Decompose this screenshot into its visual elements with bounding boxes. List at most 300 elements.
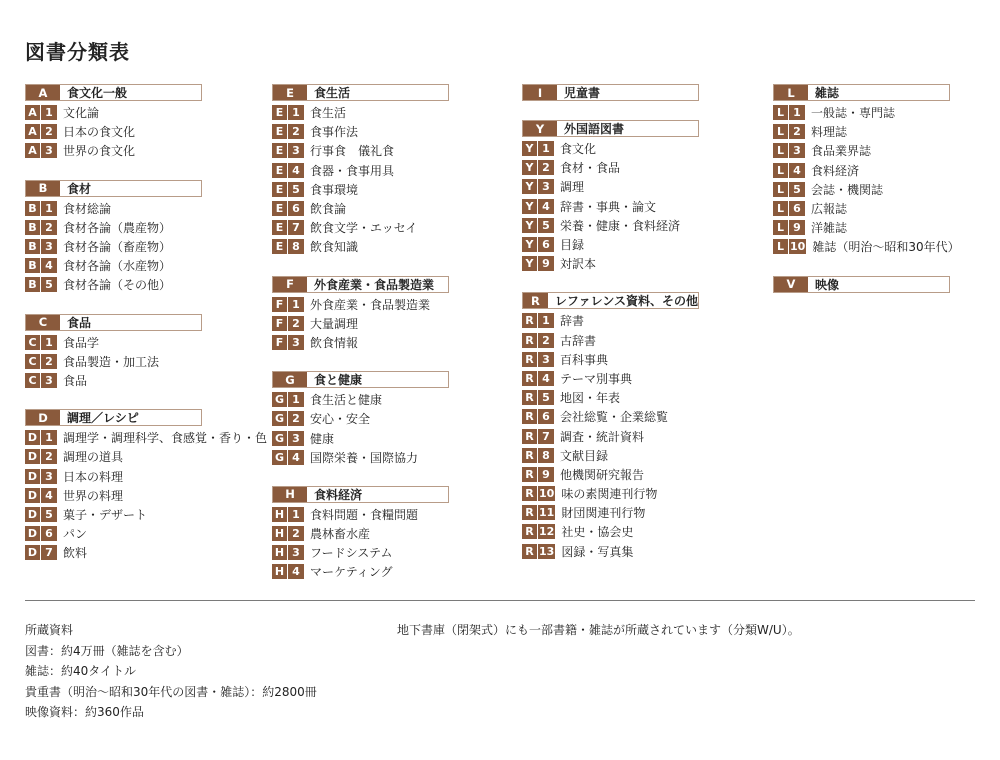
subcategory-item bbox=[272, 448, 449, 467]
category-group bbox=[25, 84, 267, 161]
subcategory-label: テーマ別事典 bbox=[560, 371, 633, 386]
class-letter: B bbox=[25, 277, 40, 292]
class-number: 3 bbox=[538, 179, 554, 194]
class-code-badge bbox=[25, 258, 57, 273]
class-number: 1 bbox=[538, 141, 554, 156]
category-label: 雑誌 bbox=[815, 86, 840, 100]
subcategory-label: マーケティング bbox=[310, 565, 393, 580]
subcategory-label: 飲食知識 bbox=[310, 240, 359, 255]
category-label: 食と健康 bbox=[314, 373, 363, 388]
category-code: Y bbox=[523, 121, 557, 136]
subcategory-label: 飲食論 bbox=[310, 202, 347, 217]
subcategory-label: 食材総論 bbox=[63, 201, 112, 216]
subcategory-item bbox=[272, 333, 449, 352]
class-letter: H bbox=[272, 507, 287, 522]
class-code-badge bbox=[25, 220, 57, 235]
subcategory-label: 外食産業・食品製造業 bbox=[310, 297, 431, 312]
class-letter: C bbox=[25, 373, 40, 388]
category-header bbox=[272, 276, 449, 293]
class-code-badge bbox=[25, 449, 57, 464]
category-header bbox=[773, 84, 950, 101]
class-code-badge bbox=[25, 507, 57, 522]
category-code: C bbox=[26, 315, 60, 330]
category-label: 食文化一般 bbox=[67, 86, 128, 100]
subcategory-item bbox=[25, 524, 267, 543]
subcategory-label: 食材各論（農産物） bbox=[63, 220, 172, 235]
category-code: E bbox=[273, 85, 307, 100]
category-group bbox=[25, 314, 267, 391]
category-label: レファレンス資料、その他 bbox=[554, 294, 698, 309]
footer-divider bbox=[25, 600, 975, 601]
subcategory-label: フードシステム bbox=[310, 546, 393, 561]
class-code-badge bbox=[522, 467, 554, 482]
class-code-badge bbox=[25, 239, 57, 254]
subcategory-label: 味の素関連刊行物 bbox=[561, 487, 658, 502]
subcategory-label: 食料経済 bbox=[811, 163, 860, 178]
class-number: 6 bbox=[538, 409, 554, 424]
subcategory-label: 対訳本 bbox=[560, 257, 597, 272]
subcategory-label: 洋雑誌 bbox=[811, 221, 848, 236]
class-code-badge bbox=[522, 448, 554, 463]
class-number: 7 bbox=[288, 220, 304, 235]
class-letter: A bbox=[25, 105, 40, 120]
class-code-badge bbox=[25, 354, 57, 369]
class-number: 6 bbox=[288, 201, 304, 216]
subcategory-label: 辞書・事典・論文 bbox=[560, 199, 657, 214]
subcategory-item bbox=[522, 503, 699, 522]
category-group bbox=[272, 276, 449, 353]
classification-column bbox=[773, 84, 960, 312]
class-letter: Y bbox=[522, 218, 537, 233]
class-code-badge bbox=[272, 526, 304, 541]
subcategory-label: 食生活と健康 bbox=[310, 393, 383, 408]
subcategory-label: 食事作法 bbox=[310, 125, 359, 140]
class-number: 8 bbox=[538, 448, 554, 463]
class-number: 2 bbox=[288, 124, 304, 139]
class-code-badge bbox=[522, 429, 554, 444]
class-letter: A bbox=[25, 143, 40, 158]
class-number: 5 bbox=[41, 277, 57, 292]
class-code-badge bbox=[25, 488, 57, 503]
class-code-badge bbox=[272, 411, 304, 426]
subcategory-item bbox=[773, 237, 960, 256]
category-header bbox=[522, 120, 699, 137]
subcategory-item bbox=[25, 371, 267, 390]
holdings-item: 雑誌：約40タイトル bbox=[25, 664, 137, 678]
subcategory-item bbox=[272, 409, 449, 428]
class-code-badge bbox=[25, 143, 57, 158]
subcategory-label: 調理学・調理科学、食感覚・香り・色 bbox=[63, 431, 268, 446]
page-title: 図書分類表 bbox=[25, 40, 130, 64]
category-header bbox=[25, 180, 202, 197]
subcategory-label: 食料問題・食糧問題 bbox=[310, 507, 419, 522]
class-number: 4 bbox=[789, 163, 805, 178]
class-letter: H bbox=[272, 526, 287, 541]
class-number: 9 bbox=[538, 467, 554, 482]
class-code-badge bbox=[25, 105, 57, 120]
classification-column bbox=[272, 84, 449, 601]
class-number: 3 bbox=[288, 143, 304, 158]
class-code-badge bbox=[522, 505, 555, 520]
category-label: 食品 bbox=[67, 315, 92, 330]
class-code-badge bbox=[522, 524, 555, 539]
class-letter: R bbox=[522, 390, 537, 405]
subcategory-item bbox=[522, 197, 699, 216]
subcategory-label: 財団関連刊行物 bbox=[561, 506, 646, 521]
holdings-item: 貴重書（明治～昭和30年代の図書・雑誌）：約2800冊 bbox=[25, 684, 317, 699]
subcategory-label: 会社総覧・企業総覧 bbox=[560, 410, 669, 425]
class-letter: D bbox=[25, 545, 40, 560]
subcategory-item bbox=[522, 465, 699, 484]
class-number: 3 bbox=[41, 373, 57, 388]
subcategory-item bbox=[522, 254, 699, 273]
subcategory-item bbox=[773, 161, 960, 180]
class-code-badge bbox=[522, 256, 554, 271]
category-header bbox=[272, 371, 449, 388]
subcategory-label: 世界の料理 bbox=[63, 488, 124, 503]
category-label: 食材 bbox=[67, 181, 92, 196]
category-label: 児童書 bbox=[564, 86, 601, 100]
category-header bbox=[25, 84, 202, 101]
subcategory-item bbox=[522, 484, 699, 503]
class-code-badge bbox=[272, 124, 304, 139]
class-letter: R bbox=[522, 505, 537, 520]
class-letter: R bbox=[522, 467, 537, 482]
class-code-badge bbox=[272, 220, 304, 235]
holdings-section bbox=[25, 620, 317, 723]
class-code-badge bbox=[522, 160, 554, 175]
classification-column bbox=[25, 84, 267, 581]
class-code-badge bbox=[522, 141, 554, 156]
class-number: 1 bbox=[41, 201, 57, 216]
class-letter: E bbox=[272, 201, 287, 216]
class-code-badge bbox=[773, 182, 805, 197]
subcategory-item bbox=[272, 218, 449, 237]
subcategory-label: 飲食情報 bbox=[310, 335, 359, 350]
class-code-badge bbox=[25, 526, 57, 541]
subcategory-label: 日本の食文化 bbox=[63, 125, 136, 140]
category-header bbox=[773, 276, 950, 293]
category-header bbox=[272, 486, 449, 503]
subcategory-label: 地図・年表 bbox=[560, 391, 621, 406]
class-number: 2 bbox=[41, 449, 57, 464]
class-letter: L bbox=[773, 201, 788, 216]
subcategory-item bbox=[272, 562, 449, 581]
category-code: I bbox=[523, 85, 557, 100]
subcategory-label: 他機関研究報告 bbox=[560, 467, 645, 482]
subcategory-label: 食材各論（畜産物） bbox=[63, 240, 172, 255]
subcategory-item bbox=[522, 407, 699, 426]
subcategory-item bbox=[522, 311, 699, 330]
class-number: 2 bbox=[288, 526, 304, 541]
category-label: 外国語図書 bbox=[564, 122, 625, 136]
class-letter: R bbox=[522, 486, 537, 501]
class-letter: A bbox=[25, 124, 40, 139]
class-letter: R bbox=[522, 371, 537, 386]
subcategory-label: 食器・食事用具 bbox=[310, 163, 395, 178]
category-code: D bbox=[26, 410, 60, 425]
class-number: 3 bbox=[41, 143, 57, 158]
class-letter: C bbox=[25, 335, 40, 350]
subcategory-item bbox=[272, 543, 449, 562]
class-number: 1 bbox=[41, 105, 57, 120]
holdings-item: 図書：約4万冊（雑誌を含む） bbox=[25, 643, 189, 658]
class-number: 2 bbox=[41, 220, 57, 235]
class-number: 4 bbox=[288, 564, 304, 579]
class-code-badge bbox=[25, 124, 57, 139]
category-label: 食生活 bbox=[314, 86, 351, 100]
class-number: 9 bbox=[789, 220, 805, 235]
class-number: 2 bbox=[538, 333, 554, 348]
class-letter: E bbox=[272, 143, 287, 158]
subcategory-item bbox=[773, 180, 960, 199]
class-letter: L bbox=[773, 124, 788, 139]
category-code: A bbox=[26, 85, 60, 100]
class-code-badge bbox=[522, 371, 554, 386]
class-number: 9 bbox=[538, 256, 554, 271]
class-code-badge bbox=[773, 239, 806, 254]
class-number: 2 bbox=[789, 124, 805, 139]
subcategory-item bbox=[773, 218, 960, 237]
subcategory-item bbox=[25, 122, 267, 141]
subcategory-item bbox=[522, 331, 699, 350]
subcategory-item bbox=[272, 122, 449, 141]
subcategory-item bbox=[522, 388, 699, 407]
classification-column bbox=[522, 84, 699, 580]
subcategory-item bbox=[25, 275, 267, 294]
subcategory-item bbox=[773, 122, 960, 141]
subcategory-label: 食品業界誌 bbox=[811, 144, 872, 159]
class-number: 4 bbox=[288, 163, 304, 178]
category-code: V bbox=[774, 277, 808, 292]
class-number: 3 bbox=[288, 335, 304, 350]
subcategory-label: 国際栄養・国際協力 bbox=[310, 450, 419, 465]
class-letter: G bbox=[272, 411, 287, 426]
class-number: 8 bbox=[288, 239, 304, 254]
subcategory-label: 食生活 bbox=[310, 106, 347, 121]
subcategory-item bbox=[522, 542, 699, 561]
category-header bbox=[25, 409, 202, 426]
subcategory-label: 菓子・デザート bbox=[63, 507, 148, 522]
class-code-badge bbox=[272, 392, 304, 407]
subcategory-item bbox=[272, 314, 449, 333]
class-letter: R bbox=[522, 524, 537, 539]
subcategory-item bbox=[522, 369, 699, 388]
class-code-badge bbox=[522, 333, 554, 348]
subcategory-label: 行事食 儀礼食 bbox=[310, 144, 395, 159]
subcategory-item bbox=[272, 428, 449, 447]
class-code-badge bbox=[272, 507, 304, 522]
class-code-badge bbox=[522, 199, 554, 214]
class-code-badge bbox=[522, 409, 554, 424]
class-code-badge bbox=[272, 163, 304, 178]
class-letter: F bbox=[272, 335, 287, 350]
subcategory-label: 農林畜水産 bbox=[310, 527, 371, 542]
subcategory-item bbox=[773, 103, 960, 122]
class-code-badge bbox=[272, 297, 304, 312]
class-code-badge bbox=[522, 179, 554, 194]
class-number: 7 bbox=[41, 545, 57, 560]
category-label: 調理／レシピ bbox=[67, 411, 139, 426]
class-number: 1 bbox=[288, 105, 304, 120]
subcategory-label: 世界の食文化 bbox=[63, 144, 136, 159]
subcategory-item bbox=[25, 237, 267, 256]
class-code-badge bbox=[272, 564, 304, 579]
class-letter: G bbox=[272, 431, 287, 446]
category-group bbox=[522, 292, 699, 560]
class-number: 5 bbox=[789, 182, 805, 197]
class-code-badge bbox=[272, 431, 304, 446]
subcategory-item bbox=[25, 447, 267, 466]
class-letter: F bbox=[272, 297, 287, 312]
subcategory-label: 料理誌 bbox=[811, 125, 848, 140]
subcategory-label: 安心・安全 bbox=[310, 412, 371, 427]
class-letter: D bbox=[25, 469, 40, 484]
subcategory-item bbox=[773, 199, 960, 218]
class-code-badge bbox=[522, 218, 554, 233]
class-code-badge bbox=[773, 105, 805, 120]
class-letter: L bbox=[773, 239, 788, 254]
subcategory-label: 食材・食品 bbox=[560, 161, 621, 176]
class-code-badge bbox=[272, 450, 304, 465]
category-group bbox=[272, 371, 449, 467]
class-letter: D bbox=[25, 449, 40, 464]
subcategory-label: 図録・写真集 bbox=[561, 544, 634, 559]
class-letter: D bbox=[25, 507, 40, 522]
class-letter: R bbox=[522, 448, 537, 463]
category-group bbox=[522, 84, 699, 101]
class-letter: B bbox=[25, 258, 40, 273]
subcategory-label: 食品製造・加工法 bbox=[63, 354, 160, 369]
class-number: 1 bbox=[288, 507, 304, 522]
category-group bbox=[773, 276, 960, 293]
subcategory-label: 雑誌（明治～昭和30年代） bbox=[812, 240, 960, 255]
class-number: 1 bbox=[538, 313, 554, 328]
subcategory-label: 調査・統計資料 bbox=[560, 429, 645, 444]
subcategory-item bbox=[522, 158, 699, 177]
class-letter: Y bbox=[522, 160, 537, 175]
class-number: 6 bbox=[41, 526, 57, 541]
class-letter: Y bbox=[522, 199, 537, 214]
category-code: G bbox=[273, 372, 307, 387]
subcategory-label: 食材各論（水産物） bbox=[63, 259, 172, 274]
subcategory-item bbox=[522, 177, 699, 196]
category-label: 外食産業・食品製造業 bbox=[314, 277, 435, 292]
class-letter: H bbox=[272, 564, 287, 579]
class-letter: E bbox=[272, 105, 287, 120]
class-number: 1 bbox=[41, 430, 57, 445]
category-code: R bbox=[523, 293, 548, 308]
class-number: 3 bbox=[288, 431, 304, 446]
category-header bbox=[272, 84, 449, 101]
class-letter: L bbox=[773, 220, 788, 235]
subcategory-item bbox=[272, 505, 449, 524]
subcategory-item bbox=[25, 466, 267, 485]
subcategory-label: 辞書 bbox=[560, 314, 585, 329]
subcategory-item bbox=[25, 505, 267, 524]
subcategory-label: 大量調理 bbox=[310, 316, 359, 331]
category-group bbox=[773, 84, 960, 257]
class-letter: B bbox=[25, 220, 40, 235]
class-number: 4 bbox=[288, 450, 304, 465]
class-code-badge bbox=[773, 163, 805, 178]
class-number: 3 bbox=[538, 352, 554, 367]
class-letter: E bbox=[272, 124, 287, 139]
subcategory-label: 社史・協会史 bbox=[561, 525, 634, 540]
class-code-badge bbox=[522, 390, 554, 405]
class-number: 7 bbox=[538, 429, 554, 444]
class-letter: B bbox=[25, 201, 40, 216]
category-group bbox=[25, 409, 267, 562]
class-letter: L bbox=[773, 163, 788, 178]
class-number: 3 bbox=[41, 239, 57, 254]
subcategory-label: 調理の道具 bbox=[63, 450, 124, 465]
class-letter: E bbox=[272, 239, 287, 254]
class-letter: E bbox=[272, 182, 287, 197]
class-number: 1 bbox=[288, 392, 304, 407]
class-code-badge bbox=[25, 373, 57, 388]
class-code-badge bbox=[25, 277, 57, 292]
class-number: 5 bbox=[538, 390, 554, 405]
class-code-badge bbox=[522, 486, 555, 501]
class-number: 2 bbox=[41, 124, 57, 139]
subcategory-item bbox=[25, 256, 267, 275]
class-letter: G bbox=[272, 392, 287, 407]
subcategory-item bbox=[272, 161, 449, 180]
class-number: 2 bbox=[538, 160, 554, 175]
category-code: F bbox=[273, 277, 307, 292]
category-group bbox=[25, 180, 267, 295]
subcategory-item bbox=[773, 141, 960, 160]
class-code-badge bbox=[773, 201, 805, 216]
class-number: 10 bbox=[539, 487, 555, 501]
class-code-badge bbox=[272, 545, 304, 560]
class-number: 4 bbox=[41, 488, 57, 503]
category-header bbox=[522, 292, 699, 309]
subcategory-label: 栄養・健康・食料経済 bbox=[560, 218, 681, 233]
class-letter: E bbox=[272, 220, 287, 235]
category-header bbox=[25, 314, 202, 331]
class-letter: R bbox=[522, 409, 537, 424]
class-number: 4 bbox=[538, 199, 554, 214]
class-number: 12 bbox=[539, 525, 555, 539]
subcategory-label: 食品 bbox=[63, 373, 88, 388]
subcategory-label: 食文化 bbox=[560, 142, 597, 157]
class-number: 3 bbox=[41, 469, 57, 484]
subcategory-label: 飲食文学・エッセイ bbox=[310, 221, 418, 236]
category-label: 食料経済 bbox=[314, 487, 363, 502]
category-code: H bbox=[273, 487, 307, 502]
subcategory-label: 健康 bbox=[310, 431, 335, 446]
class-code-badge bbox=[25, 201, 57, 216]
subcategory-item bbox=[25, 141, 267, 160]
category-code: B bbox=[26, 181, 60, 196]
subcategory-label: 一般誌・専門誌 bbox=[811, 106, 896, 121]
class-letter: B bbox=[25, 239, 40, 254]
class-letter: L bbox=[773, 182, 788, 197]
class-code-badge bbox=[773, 220, 805, 235]
subcategory-label: 古辞書 bbox=[560, 333, 597, 348]
class-code-badge bbox=[25, 545, 57, 560]
class-number: 1 bbox=[41, 335, 57, 350]
subcategory-item bbox=[25, 543, 267, 562]
subcategory-item bbox=[522, 522, 699, 541]
class-code-badge bbox=[522, 352, 554, 367]
class-number: 1 bbox=[288, 297, 304, 312]
class-letter: Y bbox=[522, 237, 537, 252]
subcategory-item bbox=[25, 352, 267, 371]
subcategory-label: 食品学 bbox=[63, 335, 100, 350]
